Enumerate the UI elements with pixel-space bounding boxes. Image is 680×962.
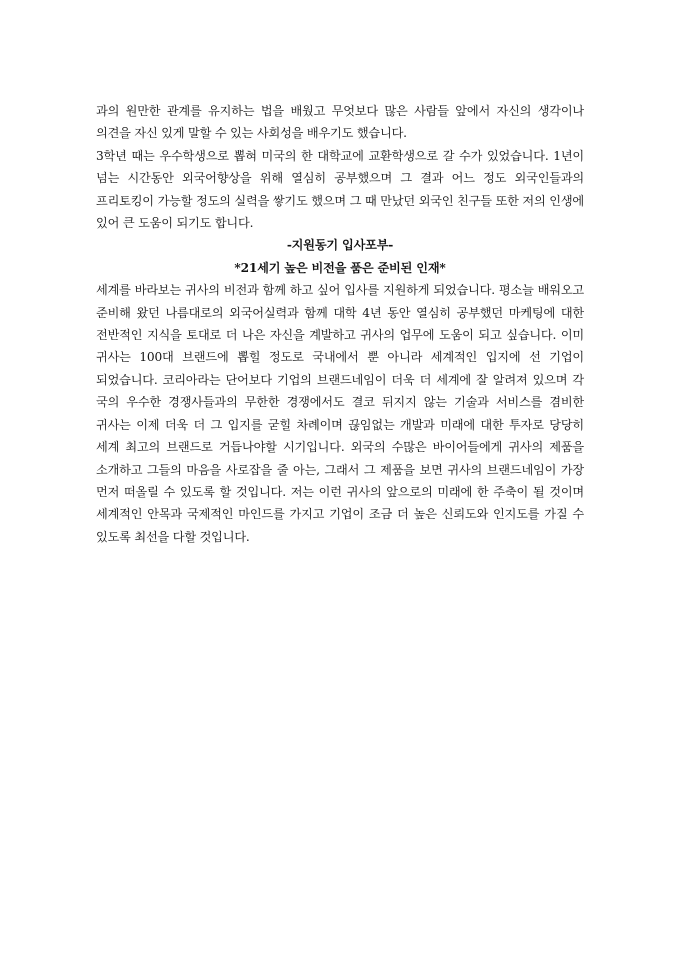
paragraph-social-skills: 과의 원만한 관계를 유지하는 법을 배웠고 무엇보다 많은 사람들 앞에서 자신의 생각이나 의견을 자신 있게 말할 수 있는 사회성을 배우기도 했습니다. — [96, 104, 584, 141]
paragraph-motivation: 세계를 바라보는 귀사의 비전과 함께 하고 싶어 입사를 지원하게 되었습니다. 평소늘 배워오고 준비해 왔던 나름대로의 외국어실력과 함께 대학 4년 동안 열심히 공부했던 마케팅에 대한 전반적인 지식을 토대로 더 나은 자신을 계발하고 귀사의 업무에 도움이 되고 싶습니다. 이미 귀사는 100대 브랜드에 뽑힐 정도로 국내에서 뿐 아니라 세계적인 입지에 선 기업이 되었습니다. 코리아라는 단어보다 기업의 브랜드네임이 더욱 더 세계에 잘 알려져 있으며 각 국의 우수한 경쟁사들과의 무한한 경쟁에서도 결코 뒤지지 않는 기술과 서비스를 겸비한 귀사는 이제 더욱 더 그 입지를 굳힐 차례이며 끊임없는 개발과 미래에 대한 투자로 당당히 세계 최고의 브랜드로 거듭나야할 시기입니다. 외국의 수많은 바이어들에게 귀사의 제품을 소개하고 그들의 마음을 사로잡을 줄 아는, 그래서 그 제품을 보면 귀사의 브랜드네임이 가장 먼저 떠올릴 수 있도록 할 것입니다. 저는 이런 귀사의 앞으로의 미래에 한 주축이 될 것이며 세계적인 안목과 국제적인 마인드를 가지고 기업이 조금 더 높은 신뢰도와 인지도를 가질 수 있도록 최선을 다할 것입니다. — [96, 283, 584, 544]
section-subtitle: *21세기 높은 비전을 품은 준비된 인재* — [234, 260, 446, 275]
document-body — [96, 100, 584, 548]
section-title: -지원동기 입사포부- — [286, 238, 394, 253]
paragraph-exchange-student: 3학년 때는 우수학생으로 뽑혀 미국의 한 대학교에 교환학생으로 갈 수가 있었습니다. 1년이 넘는 시간동안 외국어향상을 위해 열심히 공부했으며 그 결과 어느 정도 외국인들과의 프리토킹이 가능할 정도의 실력을 쌓기도 했으며 그 때 만났던 외국인 친구들 또한 저의 인생에 있어 큰 도움이 되기도 합니다. — [96, 148, 584, 231]
